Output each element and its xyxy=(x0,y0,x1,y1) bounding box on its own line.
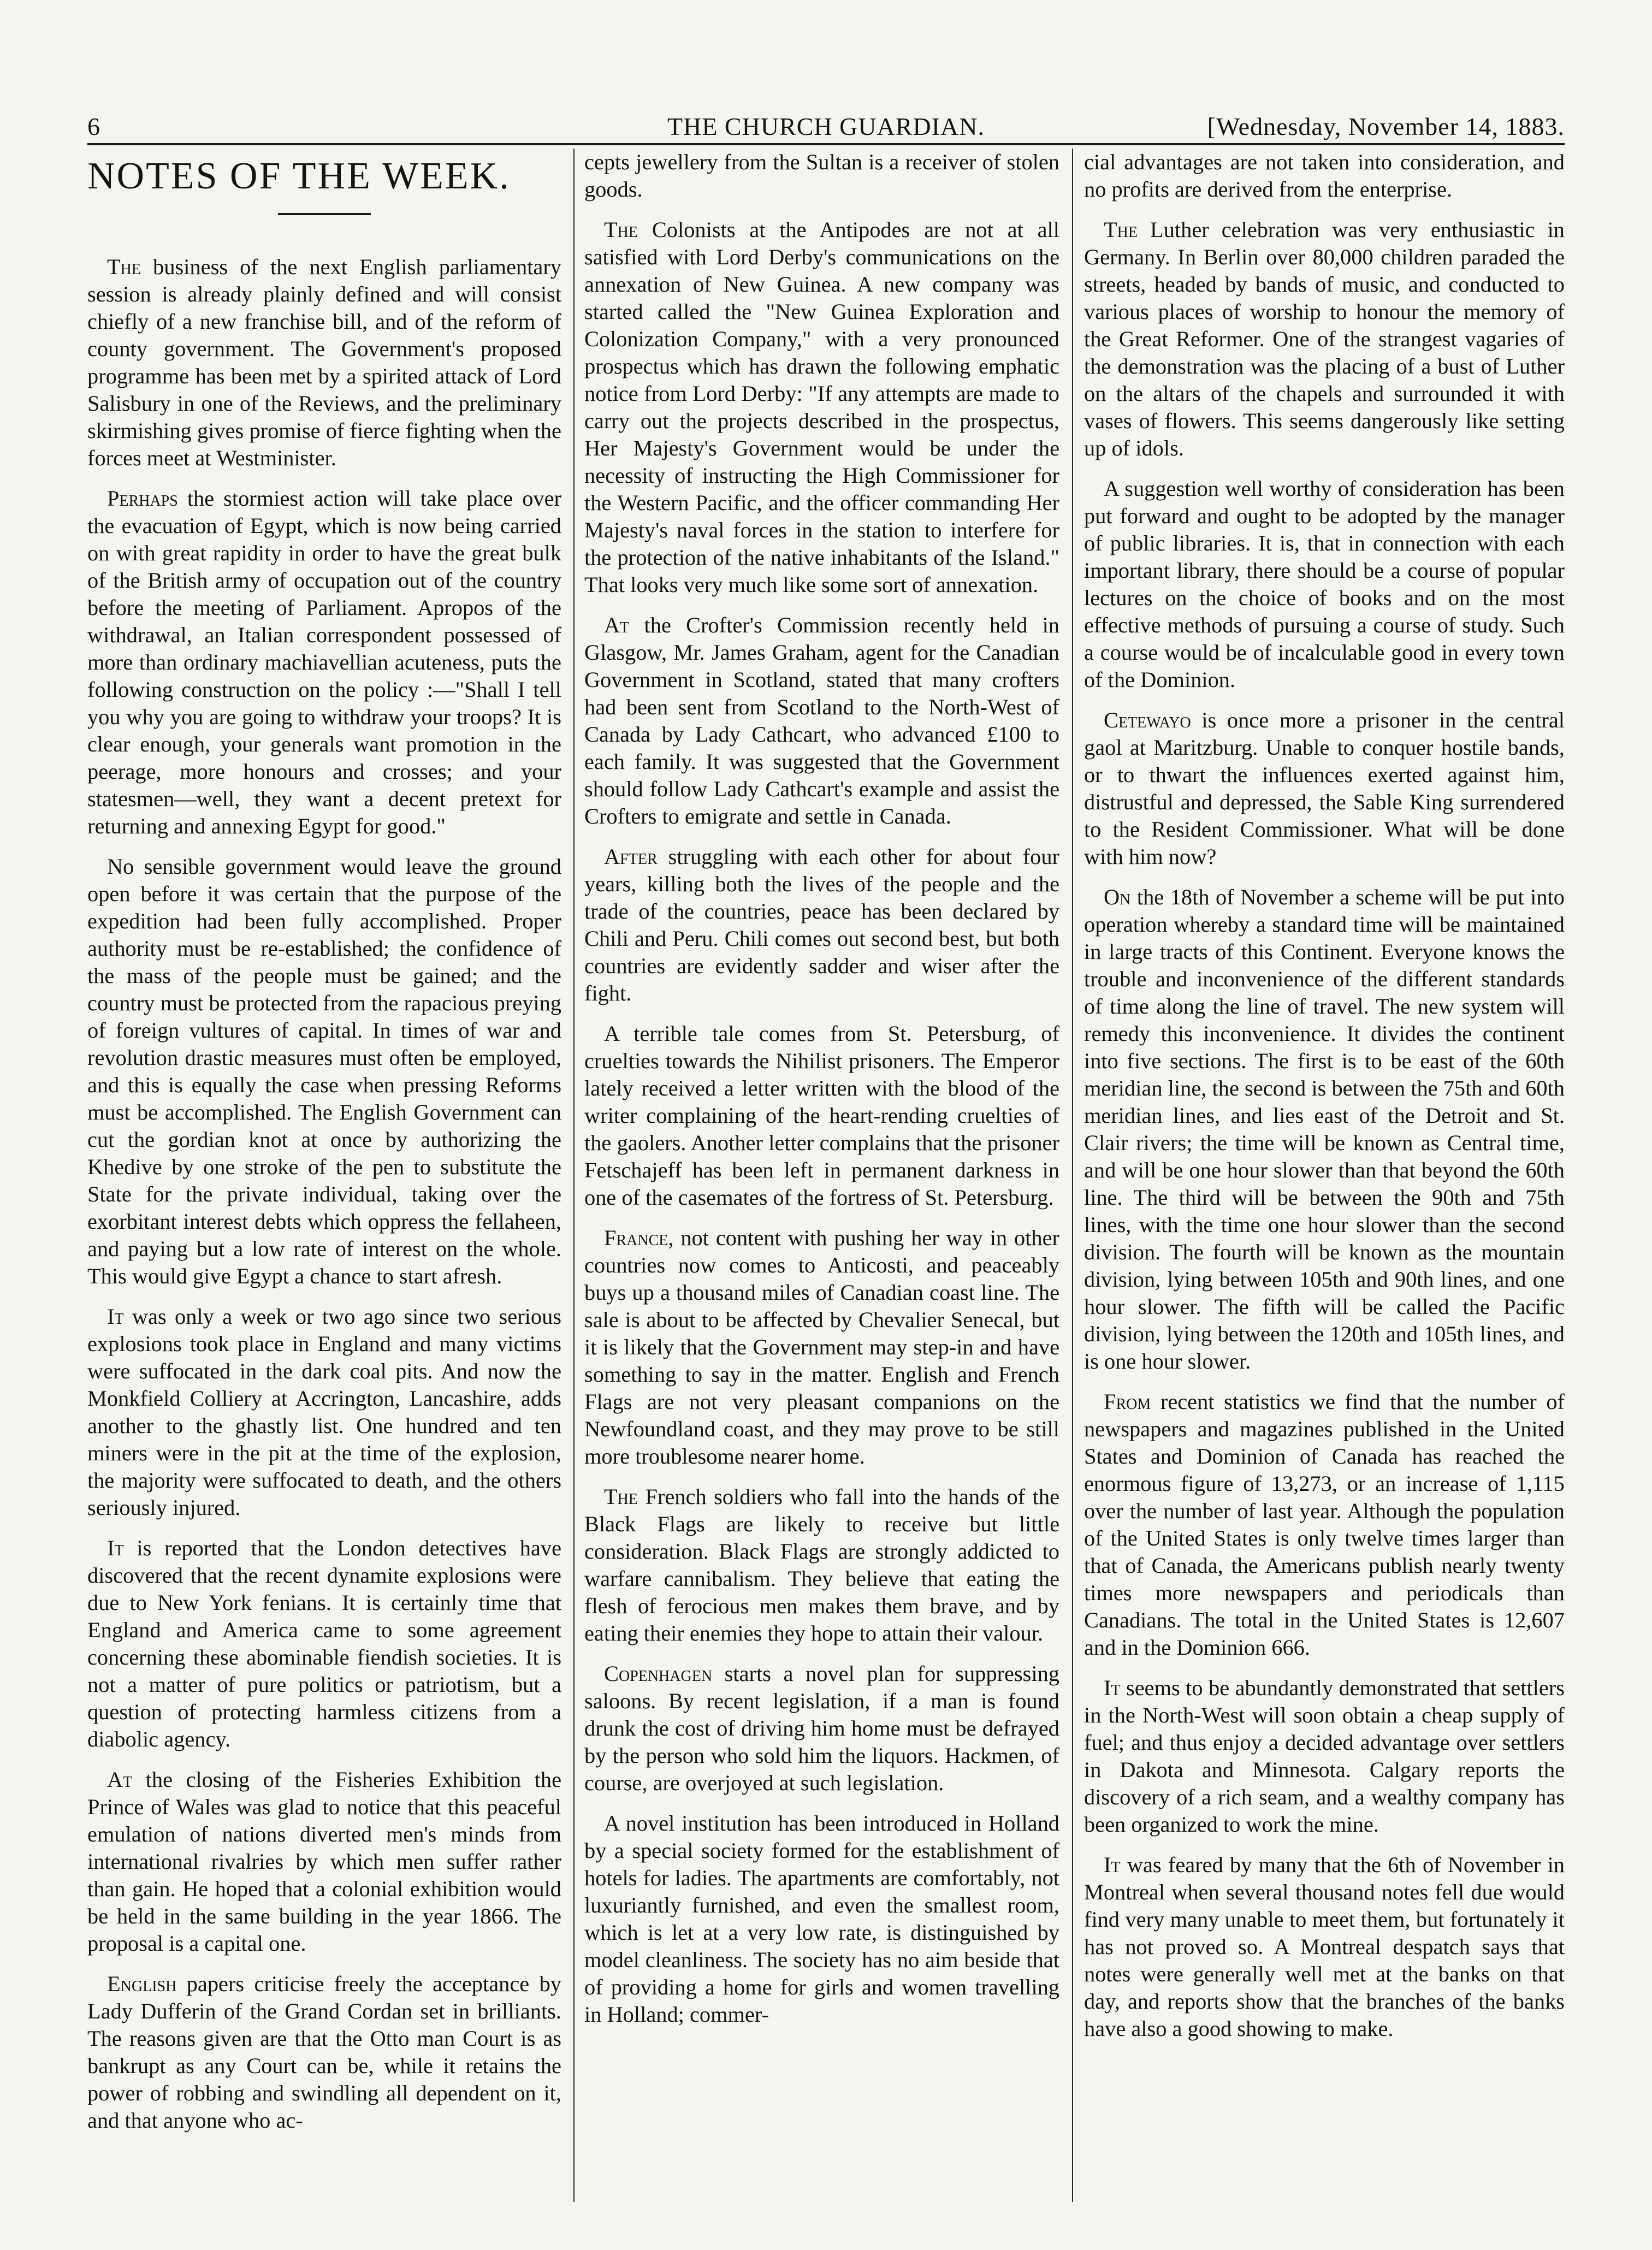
article-paragraph xyxy=(1084,1851,1565,2042)
article-paragraph xyxy=(584,1660,1059,1797)
page-header xyxy=(87,112,1565,145)
column-divider xyxy=(573,149,575,2202)
paragraph-text: struggling with each other for about four years, killing both the lives of the people and the trade of the countries, peace has been declared by Chili and Peru. Chili comes out second best, but both countries are evidently sadder and wiser after the fight. xyxy=(584,844,1059,1005)
paragraph-text: is reported that the London detectives have discovered that the recent dynamite explosions were due to New York fenians. It is certainly time that England and America came to some agreement concerning these abominable fiendish societies. It is not a matter of pure politics or patriotism, but a question of protecting harmless citizens from a diabolic agency. xyxy=(87,1536,561,1751)
paragraph-text: Luther celebration was very enthusiastic in Germany. In Berlin over 80,000 children paraded the streets, headed by bands of music, and conducted to various places of worship to honour the memory of the Great Reformer. One of the strangest vagaries of the demonstration was the placing of a bust of Luther on the altars of the chapels and surrounded it with vases of flowers. This seems dangerously like setting up of idols. xyxy=(1084,217,1565,460)
paragraph-text: French soldiers who fall into the hands of the Black Flags are likely to receive but little consideration. Black Flags are strongly addicted to warfare cannibalism. They believe that eating the flesh of ferocious men makes them brave, and by eating their enemies they hope to attain their valour. xyxy=(584,1484,1059,1645)
article-paragraph xyxy=(584,216,1059,599)
paragraph-lead-word: It xyxy=(1104,1852,1121,1877)
paragraph-text: A suggestion well worthy of consideration has been put forward and ought to be adopted by the manager of public libraries. It is, that in connection with each important library, there should be a course of popular lectures on the choice of books and on the most effective methods of pursuing a course of study. Such a course would be of incalculable good in every town of the Dominion. xyxy=(1084,476,1565,692)
paragraph-text: cepts jewellery from the Sultan is a receiver of stolen goods. xyxy=(584,150,1059,202)
paragraph-lead-word: It xyxy=(107,1304,124,1329)
masthead: THE CHURCH GUARDIAN. xyxy=(667,112,985,140)
column-1 xyxy=(87,149,561,2218)
paragraph-lead-word: Cetewayo xyxy=(1104,708,1191,732)
paragraph-text: business of the next English parliamentary session is already plainly defined and will consist chiefly of a new franchise bill, and of the reform of county government. The Government's proposed programme has been met by a spirited attack of Lord Salisbury in one of the Reviews, and the preliminary skirmishing gives promise of fierce fighting when the forces meet at Westminister. xyxy=(87,254,561,470)
article-paragraph xyxy=(87,1970,561,2134)
article-paragraph xyxy=(584,1224,1059,1470)
paragraph-lead-word: Copenhagen xyxy=(604,1661,713,1686)
article-paragraph xyxy=(87,485,561,840)
article-paragraph xyxy=(87,1303,561,1521)
paragraph-lead-word: At xyxy=(107,1767,133,1792)
article-paragraph xyxy=(584,1020,1059,1211)
paragraph-text: the stormiest action will take place over the evacuation of Egypt, which is now being carried on with great rapidity in order to have the great bulk of the British army of occupation out of the country before the meeting of Parliament. Apropos of the withdrawal, an Italian correspondent possessed of more than ordinary machiavellian acuteness, puts the following construction on the policy :—"Shall I tell you why you are going to withdraw your troops? It is clear enough, your generals want promotion in the peerage, more honours and crosses; and your statesmen—well, they want a decent pretext for returning and annexing Egypt for good." xyxy=(87,486,561,838)
paragraph-text: cial advantages are not taken into consideration, and no profits are derived from the enterprise. xyxy=(1084,150,1565,202)
paragraph-lead-word: English xyxy=(107,1971,177,1996)
paragraph-lead-word: France xyxy=(604,1225,668,1250)
paragraph-text: seems to be abundantly demonstrated that settlers in the North-West will soon obtain a cheap supply of fuel; and thus enjoy a decided advantage over settlers in Dakota and Minnesota. Calgary reports the discovery of a rich seam, and a wealthy company has been organized to work the mine. xyxy=(1084,1675,1565,1837)
paragraph-text: A terrible tale comes from St. Petersburg, of cruelties towards the Nihilist prisoners. The Emperor lately received a letter written with the blood of the writer complaining of the heart-rending cruelties of the gaolers. Another letter complains that the prisoner Fetschajeff has been left in permanent darkness in one of the casemates of the fortress of St. Petersburg. xyxy=(584,1021,1059,1210)
paragraph-text: was feared by many that the 6th of November in Montreal when several thousand notes fell due would find very many unable to meet them, but fortunately it has not proved so. A Montreal despatch says that notes were generally well met at the banks on that day, and reports show that the branches of the banks have also a good showing to make. xyxy=(1084,1852,1565,2041)
paragraph-text: , not content with pushing her way in other countries now comes to Anticosti, and peaceably buys up a thousand miles of Canadian coast line. The sale is about to be affected by Chevalier Senecal, but it is likely that the Government may step-in and have something to say in the matter. English and French Flags are not very pleasant companions on the Newfoundland coast, and they may prove to be still more troublesome nearer home. xyxy=(584,1225,1059,1469)
article-paragraph xyxy=(584,1810,1059,2028)
paragraph-lead-word: The xyxy=(604,1484,638,1509)
article-paragraph xyxy=(1084,475,1565,694)
paragraph-text: Colonists at the Antipodes are not at all satisfied with Lord Derby's communications on the annexation of New Guinea. A new company was started called the "New Guinea Exploration and Colonization Company," with a very pronounced prospectus which has drawn the following emphatic notice from Lord Derby: "If any attempts are made to carry out the projects described in the prospectus, Her Majesty's Government would be under the necessity of instructing the High Commissioner for the Western Pacific, and the officer commanding Her Majesty's naval forces in the station to interfere for the protection of the native inhabitants of the Island." That looks very much like some sort of annexation. xyxy=(584,217,1059,597)
column-2 xyxy=(584,149,1059,2218)
column-3 xyxy=(1084,149,1565,2218)
paragraph-text: No sensible government would leave the ground open before it was certain that the purpose of the expedition had been fully accomplished. Proper authority must be re-established; the confidence of the mass of the people must be gained; and the country must be protected from the rapacious preying of foreign vultures of capital. In times of war and revolution drastic measures must often be employed, and this is equally the case when pressing Reforms must be accomplished. The English Government can cut the gordian knot at once by authorizing the Khedive by one stroke of the pen to substitute the State for the private individual, taking over the exorbitant interest debts which oppress the fellaheen, and paying but a low rate of interest on the whole. This would give Egypt a chance to start afresh. xyxy=(87,854,561,1288)
article-paragraph xyxy=(1084,1388,1565,1661)
paragraph-lead-word: After xyxy=(604,844,658,869)
article-paragraph xyxy=(584,1483,1059,1647)
paragraph-text: the Crofter's Commission recently held in Glasgow, Mr. James Graham, agent for the Canadian Government in Scotland, stated that many crofters had been sent from Scotland to the North-West of Canada by Lady Cathcart, who advanced £100 to each family. It was suggested that the Government should follow Lady Cathcart's example and assist the Crofters to emigrate and settle in Canada. xyxy=(584,613,1059,828)
paragraph-text: the 18th of November a scheme will be put into operation whereby a standard time will be maintained in large tracts of this Continent. Everyone knows the trouble and inconvenience of the different standards of time along the line of travel. The new system will remedy this inconvenience. It divides the continent into five sections. The first is to be east of the 60th meridian line, the second is between the 75th and 60th meridian lines, and lies east of the Detroit and St. Clair rivers; the time will be known as Central time, and will be one hour slower than that beyond the 60th line. The third will be between the 90th and 75th lines, with the time one hour slower than the second division. The fourth will be known as the mountain division, lying between 105th and 90th lines, and one hour slower. The fifth will be called the Pacific division, lying between the 120th and 105th lines, and is one hour slower. xyxy=(1084,885,1565,1373)
article-paragraph xyxy=(87,1766,561,1957)
paragraph-lead-word: The xyxy=(604,217,638,242)
issue-date: [Wednesday, November 14, 1883. xyxy=(1207,112,1565,140)
article-paragraph xyxy=(584,149,1059,203)
paragraph-text: was only a week or two ago since two serious explosions took place in England and many victims were suffocated in the dark coal pits. And now the Monkfield Colliery at Accrington, Lancashire, adds another to the ghastly list. One hundred and ten miners were in the pit at the time of the explosion, the majority were suffocated to death, and the others seriously injured. xyxy=(87,1304,561,1520)
article-paragraph xyxy=(1084,1674,1565,1838)
paragraph-lead-word: The xyxy=(1104,217,1138,242)
article-paragraph xyxy=(87,853,561,1290)
article-paragraph xyxy=(87,1535,561,1753)
paragraph-lead-word: From xyxy=(1104,1389,1151,1414)
header-rule xyxy=(87,143,1565,145)
article-paragraph xyxy=(1084,884,1565,1375)
paragraph-lead-word: It xyxy=(1104,1675,1121,1700)
paragraph-lead-word: On xyxy=(1104,885,1131,909)
article-paragraph xyxy=(1084,707,1565,871)
column-divider xyxy=(1072,149,1073,2202)
article-paragraph xyxy=(87,253,561,472)
paragraph-lead-word: It xyxy=(107,1536,124,1560)
article-paragraph xyxy=(584,843,1059,1007)
title-rule xyxy=(278,213,371,215)
section-title: NOTES OF THE WEEK. xyxy=(87,155,511,197)
page-number: 6 xyxy=(87,112,100,140)
paragraph-text: A novel institution has been introduced in Holland by a special society formed for the establishment of hotels for ladies. The apartments are comfortably, not luxuriantly furnished, and even the smallest room, which is let at a very low rate, is distinguished by model cleanliness. The society has no aim beside that of providing a home for girls and women travelling in Holland; commer- xyxy=(584,1811,1059,2027)
paragraph-text: starts a novel plan for suppressing saloons. By recent legislation, if a man is found drunk the cost of driving him home must be defrayed by the person who sold him the liquors. Hackmen, of course, are overjoyed at such legislation. xyxy=(584,1661,1059,1795)
article-paragraph xyxy=(1084,216,1565,462)
paragraph-text: the closing of the Fisheries Exhibition the Prince of Wales was glad to notice that this peaceful emulation of nations diverted men's minds from international rivalries by which men suffer rather than gain. He hoped that a colonial exhibition would be held in the same building in the year 1866. The proposal is a capital one. xyxy=(87,1767,561,1956)
paragraph-text: recent statistics we find that the number of newspapers and magazines published in the United States and Dominion of Canada has reached the enormous figure of 13,273, or an increase of 1,115 over the number of last year. Although the population of the United States is only twelve times larger than that of Canada, the Americans publish nearly twenty times more newspapers and periodicals than Canadians. The total in the United States is 12,607 and in the Dominion 666. xyxy=(1084,1389,1565,1660)
paragraph-lead-word: The xyxy=(107,254,141,279)
article-paragraph xyxy=(1084,149,1565,203)
paragraph-lead-word: Perhaps xyxy=(107,486,178,511)
paragraph-text: papers criticise freely the acceptance by Lady Dufferin of the Grand Cordan set in brilliants. The reasons given are that the Otto man Court is as bankrupt as any Court can be, while it retains the power of robbing and swindling all dependent on it, and that anyone who ac- xyxy=(87,1971,561,2133)
paragraph-text: is once more a prisoner in the central gaol at Maritzburg. Unable to conquer hostile bands, or to thwart the influences exerted against him, distrustful and depressed, the Sable King surrendered to the Resident Commissioner. What will be done with him now? xyxy=(1084,708,1565,869)
paragraph-lead-word: At xyxy=(604,613,630,637)
article-paragraph xyxy=(584,612,1059,830)
